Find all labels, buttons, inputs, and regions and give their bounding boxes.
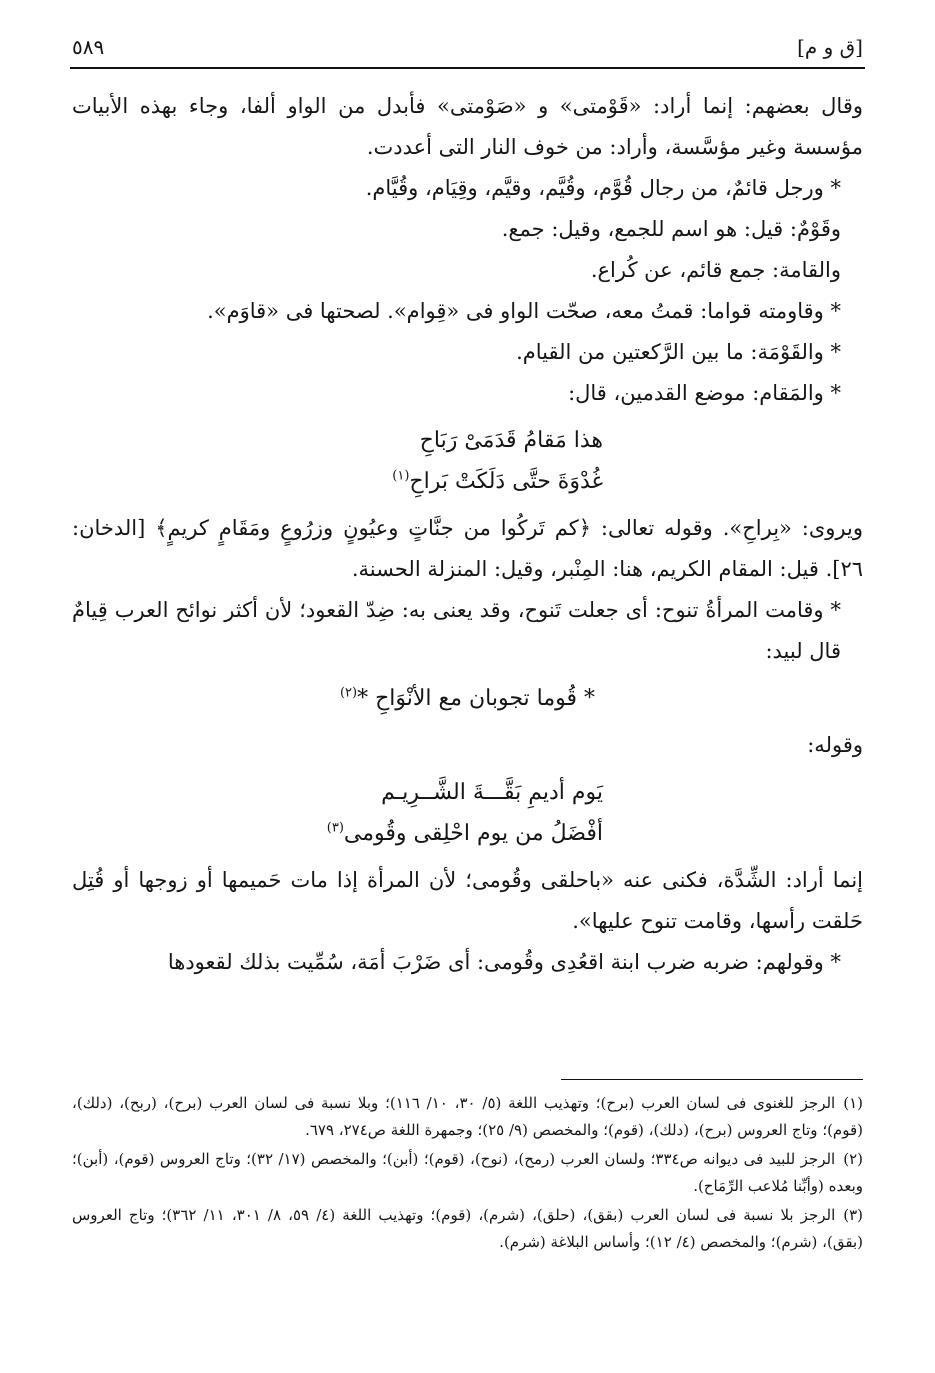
footnote-3-number: (٣) xyxy=(843,1206,864,1224)
paragraph-10: وقوله: xyxy=(807,733,863,757)
footnote-2 xyxy=(72,1146,863,1200)
footnotes xyxy=(72,1090,863,1258)
verse-1-line-1: هذا مَقامُ قَدَمَىْ رَبَاحِ xyxy=(419,428,603,453)
paragraph-6: * والقَوْمَة: ما بين الرَّكعتين من القيام. xyxy=(516,340,841,364)
verse-3-line-2-text: أفْضَلُ من يوم احْلِقى وقُومى xyxy=(343,821,603,846)
paragraph-7: * والمَقام: موضع القدمين، قال: xyxy=(568,381,841,405)
verse-3-line-2 xyxy=(72,813,603,854)
main-text xyxy=(72,86,863,983)
footnote-ref-1: (١) xyxy=(392,468,410,484)
footnote-1-number: (١) xyxy=(843,1094,864,1112)
verse-1-line-2-text: غُدْوَةَ حتَّى دَلَكَتْ بَراحِ xyxy=(409,469,603,494)
footnote-2-text: الرجز للبيد فى ديوانه ص٣٣٤؛ ولسان العرب (رمح)، (نوح)، (قوم)؛ (أبن)؛ والمخصص (١٧/ ٣٢)؛ وتاج العروس (قوم)، (أبن)؛ وبعده (وأبِّنا مُلاعب الرِّمَاح). xyxy=(72,1150,863,1195)
verse-3 xyxy=(72,772,863,854)
paragraph-12: * وقولهم: ضربه ضرب ابنة اقعُدِى وقُومى: أى ضَرْبَ أمَة، سُمِّيت بذلك لقعودها xyxy=(167,950,841,974)
paragraph-8: ويروى: «بِراحِ». وقوله تعالى: ﴿كم تَركُوا من جنَّاتٍ وعيُونٍ وزرُوعٍ ومَقَامٍ كريمٍ﴾ [الدخان: ٢٦]. قيل: المقام الكريم، هنا: المِنْبر، وقيل: المنزلة الحسنة. xyxy=(72,516,863,581)
paragraph-4: والقامة: جمع قائم، عن كُراع. xyxy=(590,258,841,282)
verse-2-text: * قُوما تجوبان مع الأنْوَاحِ * xyxy=(357,686,596,711)
footnote-3 xyxy=(72,1202,863,1256)
verse-2 xyxy=(72,678,863,719)
paragraph-2: * ورجل قائمٌ، من رجال قُوَّم، وقُيَّم، وقيَّم، وقِيَام، وقُيَّام. xyxy=(365,176,841,200)
footnote-3-text: الرجز بلا نسبة فى لسان العرب (بقق)، (حلق)، (شرم)، (قوم)؛ وتهذيب اللغة (٤/ ٥٩، ٨/ ٣٠١، ١١/ ٣٦٢)؛ وتاج العروس (بقق)، (شرم)؛ والمخصص (٤/ ١٢)؛ وأساس البلاغة (شرم). xyxy=(72,1206,863,1251)
paragraph-11: إنما أراد: الشِّدَّة، فكنى عنه «باحلقى وقُومى؛ لأن المرأة إذا مات حَميمها أو زوجها أو قُتِل حَلقت رأسها، وقامت تنوح عليها». xyxy=(72,868,863,933)
paragraph-9: * وقامت المرأةُ تنوح: أى جعلت تَنوح، وقد يعنى به: ضِدّ القعود؛ لأن أكثر نوائح العرب قِيامٌ قال لبيد: xyxy=(72,598,841,663)
verse-1 xyxy=(72,420,863,502)
paragraph-5: * وقاومته قواما: قمتُ معه، صحّت الواو فى «قِوام». لصحتها فى «قاوَم». xyxy=(207,299,841,323)
header-divider xyxy=(70,67,865,69)
footnote-1-text: الرجز للغنوى فى لسان العرب (برح)؛ وتهذيب اللغة (٥/ ٣٠، ١٠/ ١١٦)؛ وبلا نسبة فى لسان العرب (برح)، (ربح)، (دلك)، (قوم)؛ وتاج العروس (برح)، (دلك)، (قوم)؛ والمخصص (٩/ ٢٥)؛ وجمهرة اللغة ص٢٧٤، ٦٧٩. xyxy=(72,1094,863,1139)
paragraph-1: وقال بعضهم: إنما أراد: «قَوْمتى» و «صَوْمتى» فأبدل من الواو ألفا، وجاء بهذه الأبيات مؤسسة وغير مؤسَّسة، وأراد: من خوف النار التى أعددت. xyxy=(72,94,863,159)
root-label: [ق و م] xyxy=(797,35,863,59)
verse-1-line-2 xyxy=(72,461,603,502)
footnote-divider xyxy=(561,1079,863,1080)
footnote-ref-3: (٣) xyxy=(326,820,344,836)
footnote-ref-2: (٢) xyxy=(339,685,358,701)
paragraph-3: وقَوْمٌ: قيل: هو اسم للجمع، وقيل: جمع. xyxy=(501,217,841,241)
page-header xyxy=(72,30,863,64)
verse-3-line-1: يَوم أديمِ بَقَّـــةَ الشَّــرِيـم xyxy=(381,780,603,805)
footnote-2-number: (٢) xyxy=(843,1150,863,1168)
page-number: ٥٨٩ xyxy=(72,35,105,59)
footnote-1 xyxy=(72,1090,863,1144)
